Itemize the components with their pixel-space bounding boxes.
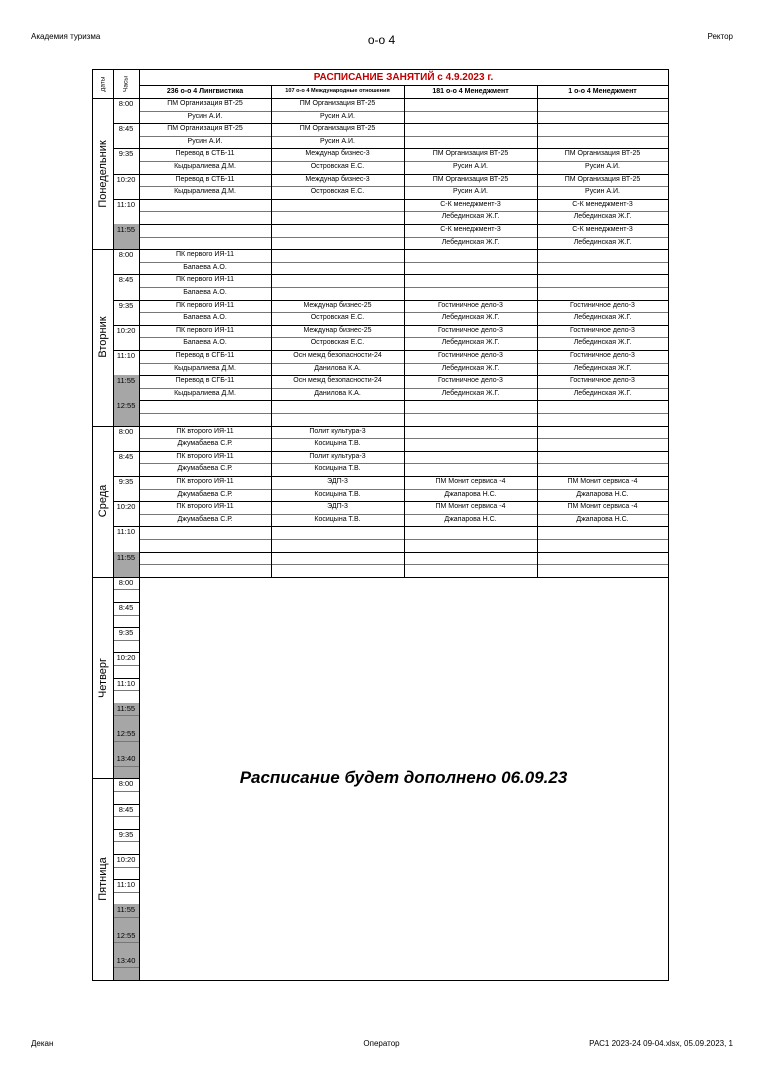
time-slot-label: 8:45 — [118, 451, 134, 461]
time-slot-label: 11:55 — [116, 376, 136, 386]
teacher-cell — [271, 211, 404, 224]
subject-cell — [404, 249, 537, 262]
subject-cell: Гостиничное дело-3 — [570, 377, 635, 385]
subject-cell: ПМ Организация ВТ-25 — [564, 175, 641, 183]
teacher-cell — [139, 564, 271, 577]
row-line — [113, 589, 139, 590]
subject-cell — [537, 451, 668, 464]
teacher-cell: Русин А.И. — [320, 112, 355, 120]
subject-cell: ПК второго ИЯ-11 — [176, 427, 234, 435]
time-slot-label: 11:10 — [116, 351, 136, 360]
teacher-cell: Островская Е.С. — [310, 314, 365, 322]
row-line — [113, 615, 139, 616]
teacher-cell — [139, 539, 271, 552]
col-line — [113, 70, 114, 980]
time-slot-label: 11:55 — [116, 905, 136, 915]
subject-cell: С-К менеджмент-3 — [572, 226, 633, 233]
teacher-cell — [139, 413, 271, 426]
col-line — [537, 85, 538, 577]
subject-cell — [537, 98, 668, 111]
teacher-cell: Джапарова Н.С. — [444, 490, 497, 498]
teacher-cell: Лебединская Ж.Г. — [573, 238, 632, 246]
subject-cell: Гостиничное дело-3 — [570, 326, 635, 334]
subject-cell: ПМ Монит сервиса -4 — [435, 478, 506, 485]
subject-cell — [404, 400, 537, 413]
teacher-cell: Данилова К.А. — [314, 364, 361, 372]
teacher-cell: Русин А.И. — [453, 188, 488, 196]
subject-cell — [404, 274, 537, 287]
time-slot-label: 13:40 — [116, 955, 136, 965]
teacher-cell: Кыдыралиева Д.М. — [174, 188, 236, 196]
teacher-cell: Косицына Т.В. — [314, 440, 361, 448]
subject-cell: ПМ Организация ВТ-25 — [432, 150, 509, 158]
subject-cell — [404, 552, 537, 565]
subject-cell: Междунар бизнес-3 — [305, 175, 370, 183]
day-separator — [93, 577, 668, 578]
subject-cell: ПМ Организация ВТ-25 — [299, 125, 376, 133]
subject-cell — [139, 552, 271, 565]
teacher-cell — [139, 211, 271, 224]
teacher-cell: Русин А.И. — [585, 163, 620, 170]
subject-cell — [404, 526, 537, 539]
subject-cell: ПМ Организация ВТ-25 — [299, 100, 376, 107]
col-line — [271, 85, 272, 577]
time-slot-label: 8:45 — [118, 603, 134, 612]
teacher-cell: Бапаева А.О. — [183, 289, 227, 296]
subject-cell: Гостиничное дело-3 — [438, 326, 503, 334]
time-slot-label: 9:35 — [118, 149, 134, 159]
subject-cell: ПМ Монит сервиса -4 — [567, 503, 638, 511]
footer-center: Оператор — [363, 1039, 400, 1048]
teacher-cell: Русин А.И. — [453, 163, 488, 170]
teacher-cell — [404, 438, 537, 451]
subject-cell — [537, 426, 668, 439]
subject-cell: Перевод в СТБ-11 — [175, 175, 235, 183]
subject-cell — [537, 274, 668, 287]
teacher-cell — [537, 111, 668, 124]
teacher-cell — [404, 564, 537, 577]
teacher-cell: Косицына Т.В. — [314, 515, 361, 523]
footer-right: РАС1 2023-24 09-04.xlsx, 05.09.2023, 1 — [589, 1039, 733, 1048]
teacher-cell — [404, 287, 537, 300]
time-slot-label: 8:45 — [118, 124, 134, 134]
row-line — [113, 690, 139, 691]
teacher-cell: Островская Е.С. — [310, 163, 365, 170]
teacher-cell — [537, 438, 668, 451]
subject-cell — [404, 451, 537, 464]
row-line — [113, 892, 139, 893]
time-slot-label: 10:20 — [116, 855, 136, 864]
subject-cell — [537, 123, 668, 136]
time-slot-label: 8:00 — [118, 779, 134, 789]
col-line — [404, 85, 405, 577]
teacher-cell: Бапаева А.О. — [183, 263, 227, 271]
subject-cell — [404, 123, 537, 136]
subject-cell: ЭДП-3 — [327, 503, 348, 511]
time-slot-label: 8:00 — [118, 99, 134, 108]
subject-cell: С-К менеджмент-3 — [572, 200, 633, 208]
footer-left: Декан — [31, 1039, 54, 1048]
group-header-2: 107 о-о 4 Международные отношения — [285, 88, 390, 94]
subject-cell: Гостиничное дело-3 — [570, 301, 635, 309]
time-slot-label: 11:55 — [116, 225, 136, 234]
subject-cell — [404, 98, 537, 111]
subject-cell: ПМ Организация ВТ-25 — [564, 150, 641, 158]
time-slot-label: 10:20 — [116, 174, 136, 184]
header-left: Академия туризма — [31, 32, 101, 41]
row-line — [113, 917, 139, 918]
subject-cell — [139, 526, 271, 539]
day-label: Среда — [97, 484, 109, 518]
schedule-note: Расписание будет дополнено 06.09.23 — [239, 768, 568, 787]
row-line — [113, 715, 139, 716]
teacher-cell — [537, 564, 668, 577]
teacher-cell — [404, 111, 537, 124]
row-line — [113, 665, 139, 666]
row-line — [113, 741, 139, 742]
subject-cell: ПК первого ИЯ-11 — [175, 326, 235, 334]
teacher-cell: Джапарова Н.С. — [576, 490, 629, 498]
subject-cell: Междунар бизнес-25 — [303, 326, 372, 334]
subject-cell — [271, 526, 404, 539]
teacher-cell: Кыдыралиева Д.М. — [174, 364, 236, 372]
subject-cell: Междунар бизнес-3 — [305, 150, 370, 158]
hours-column-header: Часы — [122, 76, 130, 92]
subject-cell: ЭДП-3 — [327, 478, 348, 485]
teacher-cell — [271, 262, 404, 275]
teacher-cell: Русин А.И. — [187, 137, 223, 145]
time-slot-label: 9:35 — [118, 300, 134, 310]
day-separator — [93, 980, 140, 981]
teacher-cell: Островская Е.С. — [310, 339, 365, 347]
dates-column-header: даты — [99, 76, 107, 92]
subject-cell: Гостиничное дело-3 — [570, 352, 635, 359]
subject-cell: ПМ Организация ВТ-25 — [167, 100, 243, 107]
subject-cell: Полит культура-3 — [309, 452, 366, 460]
time-slot-label: 8:00 — [118, 426, 134, 436]
time-slot-label: 10:20 — [116, 502, 136, 512]
subject-cell: ПК первого ИЯ-11 — [175, 301, 235, 309]
day-label: Четверг — [97, 657, 109, 698]
teacher-cell — [404, 136, 537, 149]
teacher-cell — [537, 463, 668, 476]
teacher-cell: Русин А.И. — [187, 112, 223, 120]
time-slot-label: 8:00 — [118, 577, 134, 587]
teacher-cell: Косицына Т.В. — [314, 490, 361, 498]
subject-cell: Перевод в СГБ-11 — [175, 377, 235, 385]
teacher-cell — [537, 136, 668, 149]
time-slot-label: 9:35 — [118, 829, 134, 839]
teacher-cell: Джапарова Н.С. — [444, 515, 497, 523]
teacher-cell: Лебединская Ж.Г. — [573, 314, 632, 322]
teacher-cell: Лебединская Ж.Г. — [573, 213, 632, 221]
teacher-cell: Лебединская Ж.Г. — [441, 314, 500, 322]
time-slot-label: 12:55 — [116, 729, 136, 738]
time-slot-label: 9:35 — [118, 477, 134, 486]
teacher-cell: Лебединская Ж.Г. — [441, 389, 500, 397]
subject-cell — [271, 552, 404, 565]
teacher-cell: Кыдыралиева Д.М. — [174, 389, 236, 397]
group-header-3: 181 о-о 4 Менеджмент — [432, 88, 509, 95]
subject-cell: Осн межд безопасности-24 — [293, 352, 382, 359]
subject-cell: С-К менеджмент-3 — [440, 200, 501, 208]
subject-cell — [537, 526, 668, 539]
teacher-cell: Лебединская Ж.Г. — [441, 364, 500, 372]
teacher-cell — [404, 262, 537, 275]
row-line — [113, 867, 139, 868]
subject-cell — [537, 552, 668, 565]
subject-cell — [139, 224, 271, 237]
subject-cell: ПК второго ИЯ-11 — [176, 478, 234, 485]
subject-cell: Гостиничное дело-3 — [438, 352, 503, 359]
teacher-cell — [271, 287, 404, 300]
time-slot-label: 13:40 — [116, 754, 136, 764]
subject-cell: Перевод в СГБ-11 — [175, 352, 235, 359]
time-slot-label: 12:55 — [116, 930, 136, 940]
teacher-cell: Косицына Т.В. — [314, 465, 361, 473]
subject-cell: ПК второго ИЯ-11 — [176, 503, 234, 511]
subject-cell — [139, 199, 271, 212]
teacher-cell: Джумабаева С.Р. — [177, 465, 233, 473]
subject-cell — [404, 426, 537, 439]
teacher-cell: Лебединская Ж.Г. — [441, 339, 500, 347]
teacher-cell: Лебединская Ж.Г. — [573, 364, 632, 372]
subject-cell: Осн межд безопасности-24 — [293, 377, 382, 385]
teacher-cell — [271, 539, 404, 552]
header-line — [93, 98, 668, 99]
subject-cell: ПМ Организация ВТ-25 — [432, 175, 509, 183]
subject-cell — [271, 199, 404, 212]
time-slot-label: 11:10 — [116, 527, 136, 537]
schedule-title: РАСПИСАНИЕ ЗАНЯТИЙ с 4.9.2023 г. — [313, 72, 494, 83]
row-line — [113, 640, 139, 641]
subject-cell: ПМ Монит сервиса -4 — [435, 503, 506, 511]
teacher-cell: Лебединская Ж.Г. — [441, 238, 500, 246]
teacher-cell: Лебединская Ж.Г. — [573, 389, 632, 397]
teacher-cell — [404, 539, 537, 552]
teacher-cell: Кыдыралиева Д.М. — [174, 163, 236, 170]
teacher-cell — [271, 237, 404, 250]
subject-cell: Гостиничное дело-3 — [438, 301, 503, 309]
teacher-cell: Островская Е.С. — [310, 188, 365, 196]
row-line — [113, 816, 139, 817]
subject-cell: ПК второго ИЯ-11 — [176, 452, 234, 460]
teacher-cell: Джумабаева С.Р. — [177, 490, 233, 498]
teacher-cell — [271, 564, 404, 577]
time-slot-label: 11:55 — [116, 552, 136, 562]
teacher-cell — [404, 413, 537, 426]
subject-cell: Полит культура-3 — [309, 427, 366, 435]
teacher-cell — [537, 262, 668, 275]
teacher-cell — [537, 539, 668, 552]
subject-cell: Междунар бизнес-25 — [303, 301, 372, 309]
teacher-cell — [271, 413, 404, 426]
schedule-table — [92, 69, 669, 981]
subject-cell — [271, 274, 404, 287]
header-right: Ректор — [707, 32, 733, 41]
title-line — [139, 85, 668, 86]
subject-cell: ПМ Организация ВТ-25 — [167, 125, 243, 133]
group-header-1: 236 о-о 4 Лингвистика — [166, 88, 244, 95]
subject-cell: ПК первого ИЯ-11 — [175, 251, 235, 259]
subject-cell — [271, 224, 404, 237]
time-slot-label: 8:45 — [118, 275, 134, 285]
time-slot-label: 10:20 — [116, 325, 136, 335]
time-slot-label: 11:55 — [116, 703, 136, 713]
header-center: о-о 4 — [367, 33, 396, 47]
row-line — [113, 766, 139, 767]
teacher-cell — [139, 237, 271, 250]
subject-cell — [271, 400, 404, 413]
row-line — [113, 841, 139, 842]
row-line — [113, 791, 139, 792]
group-header-4: 1 о-о 4 Менеджмент — [568, 88, 637, 95]
teacher-cell: Русин А.И. — [585, 188, 620, 196]
subject-cell: С-К менеджмент-3 — [440, 226, 501, 233]
time-slot-label: 11:10 — [116, 199, 136, 209]
day-label: Пятница — [97, 857, 109, 901]
teacher-cell: Джумабаева С.Р. — [177, 515, 233, 523]
subject-cell — [537, 249, 668, 262]
subject-cell: ПК первого ИЯ-11 — [175, 276, 235, 284]
teacher-cell: Джапарова Н.С. — [576, 515, 629, 523]
row-line — [113, 942, 139, 943]
teacher-cell — [537, 413, 668, 426]
time-slot-label: 8:45 — [118, 804, 134, 814]
teacher-cell: Джумабаева С.Р. — [177, 440, 233, 448]
subject-cell: ПМ Монит сервиса -4 — [567, 478, 638, 485]
teacher-cell: Лебединская Ж.Г. — [573, 339, 632, 347]
teacher-cell: Бапаева А.О. — [183, 339, 227, 347]
time-slot-label: 12:55 — [116, 401, 136, 411]
teacher-cell: Данилова К.А. — [314, 389, 361, 397]
time-slot-label: 11:10 — [116, 678, 136, 688]
subject-cell: Гостиничное дело-3 — [438, 377, 503, 385]
time-slot-label: 11:10 — [116, 880, 136, 890]
subject-cell — [271, 249, 404, 262]
subject-cell — [139, 400, 271, 413]
row-line — [113, 967, 139, 968]
day-label: Понедельник — [97, 139, 109, 208]
teacher-cell: Бапаева А.О. — [183, 314, 227, 322]
teacher-cell: Лебединская Ж.Г. — [441, 213, 500, 221]
time-slot-label: 9:35 — [118, 628, 134, 638]
time-slot-label: 8:00 — [118, 250, 134, 260]
teacher-cell — [537, 287, 668, 300]
time-slot-label: 10:20 — [116, 653, 136, 663]
day-label: Вторник — [97, 316, 109, 358]
subject-cell: Перевод в СТБ-11 — [175, 150, 235, 158]
teacher-cell: Русин А.И. — [320, 137, 355, 145]
subject-cell — [537, 400, 668, 413]
col-line — [139, 70, 140, 980]
teacher-cell — [404, 463, 537, 476]
